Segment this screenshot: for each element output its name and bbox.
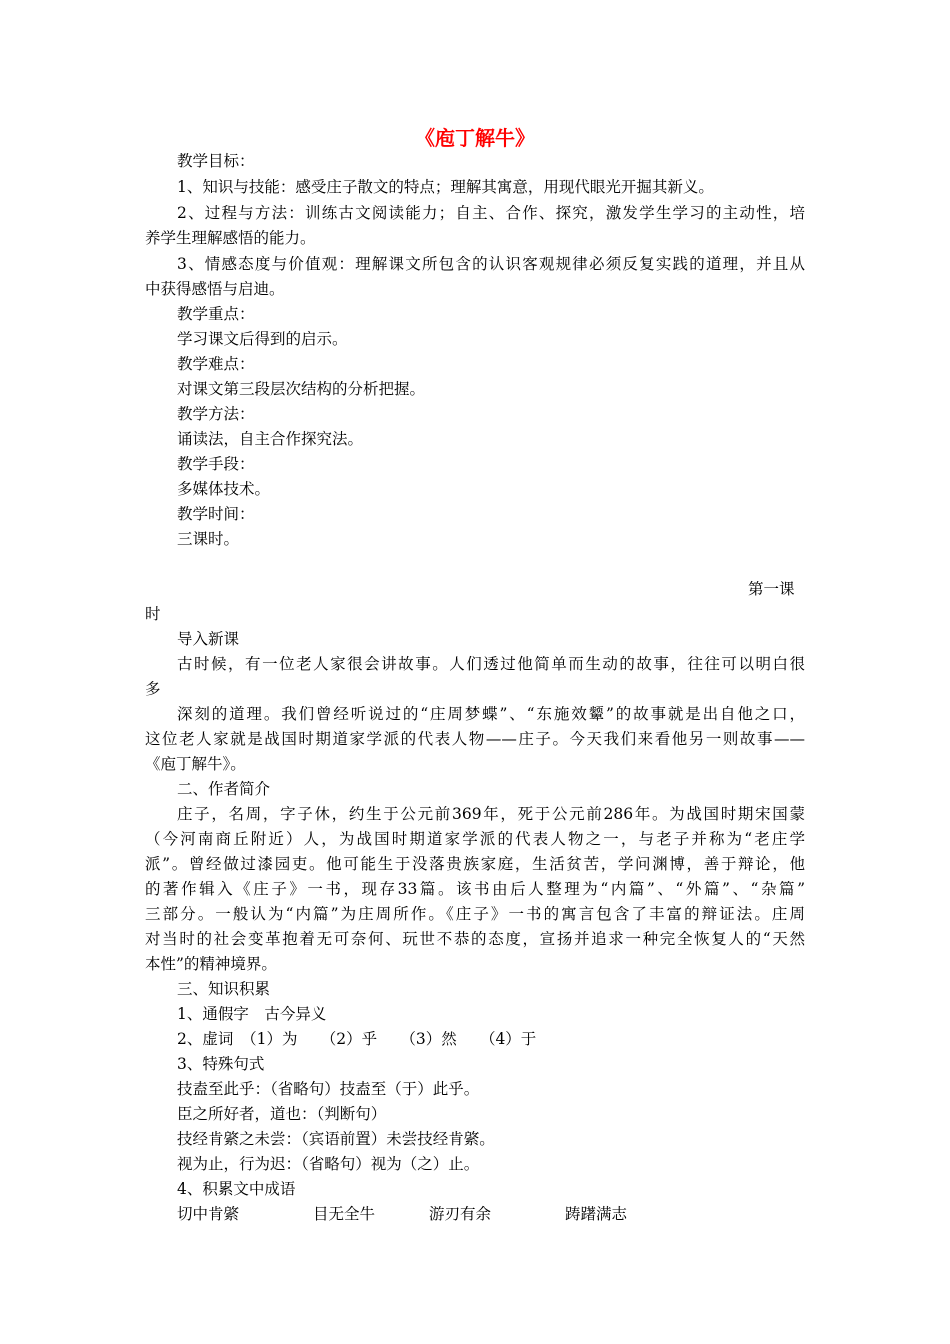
idiom-row xyxy=(177,1203,627,1225)
text-line: 多媒体技术。 xyxy=(177,480,271,498)
text-line: 三课时。 xyxy=(177,530,240,548)
text-line: 教学方法： xyxy=(177,405,255,423)
text-line: 本性”的精神境界。 xyxy=(145,955,277,973)
text-line: 的著作辑入《庄子》一书，现存33篇。该书由后人整理为“内篇”、“外篇”、“杂篇” xyxy=(145,880,805,898)
text-line: 教学手段： xyxy=(177,455,255,473)
text-line: 2、虚词 （1）为 （2）乎 （3）然 （4）于 xyxy=(177,1030,537,1048)
text-line: 诵读法，自主合作探究法。 xyxy=(177,430,364,448)
text-line: 《庖丁解牛》。 xyxy=(145,755,246,773)
idiom-item: 游刃有余 xyxy=(429,1205,492,1223)
idiom-item: 踌躇满志 xyxy=(565,1205,628,1223)
text-line: 对当时的社会变革抱着无可奈何、玩世不恭的态度，宣扬并追求一种完全恢复人的“天然 xyxy=(145,930,805,948)
text-line: 技盍至此乎：（省略句）技盍至（于）此乎。 xyxy=(177,1080,480,1098)
text-line: 视为止，行为迟：（省略句）视为（之）止。 xyxy=(177,1155,480,1173)
text-line: 派”。曾经做过漆园吏。他可能生于没落贵族家庭，生活贫苦，学问渊博，善于辩论，他 xyxy=(145,855,805,873)
text-line: 养学生理解感悟的能力。 xyxy=(145,229,316,247)
text-line: 学习课文后得到的启示。 xyxy=(177,330,348,348)
text-line: 2、过程与方法：训练古文阅读能力；自主、合作、探究，激发学生学习的主动性，培 xyxy=(177,204,805,222)
text-line: 教学重点： xyxy=(177,305,255,323)
text-line: 4、积累文中成语 xyxy=(177,1180,296,1198)
text-line: 古时候，有一位老人家很会讲故事。人们透过他简单而生动的故事，往往可以明白很 xyxy=(177,655,805,673)
text-line: 3、特殊句式 xyxy=(177,1055,265,1073)
text-line: 庄子，名周，字子休，约生于公元前369年，死于公元前286年。为战国时期宋国蒙 xyxy=(177,805,805,823)
section-heading: 三、知识积累 xyxy=(177,980,271,998)
text-line: 深刻的道理。我们曾经听说过的“庄周梦蝶”、“东施效颦”的故事就是出自他之口， xyxy=(177,705,805,723)
lesson-heading: 第一课 xyxy=(748,580,795,598)
text-line: 3、情感态度与价值观：理解课文所包含的认识客观规律必须反复实践的道理，并且从 xyxy=(177,255,805,273)
text-line: 对课文第三段层次结构的分析把握。 xyxy=(177,380,426,398)
text-line: 这位老人家就是战国时期道家学派的代表人物——庄子。今天我们来看他另一则故事—— xyxy=(145,730,805,748)
text-line: 臣之所好者，道也：（判断句） xyxy=(177,1105,387,1123)
text-line: 教学时间： xyxy=(177,505,255,523)
text-line: 三部分。一般认为“内篇”为庄周所作。《庄子》一书的寓言包含了丰富的辩证法。庄周 xyxy=(145,905,805,923)
text-line: 1、通假字 古今异义 xyxy=(177,1005,327,1023)
page-title: 《庖丁解牛》 xyxy=(415,126,535,150)
text-line: 中获得感悟与启迪。 xyxy=(145,280,285,298)
text-line: 技经肯綮之未尝：（宾语前置）未尝技经肯綮。 xyxy=(177,1130,495,1148)
text-line: 教学目标： xyxy=(177,152,255,170)
section-heading: 导入新课 xyxy=(177,630,240,648)
lesson-heading-cont: 时 xyxy=(145,605,161,623)
idiom-item: 目无全牛 xyxy=(313,1205,376,1223)
text-line: （今河南商丘附近）人，为战国时期道家学派的代表人物之一，与老子并称为“老庄学 xyxy=(145,830,805,848)
text-line: 教学难点： xyxy=(177,355,255,373)
text-line: 1、知识与技能：感受庄子散文的特点；理解其寓意，用现代眼光开掘其新义。 xyxy=(177,178,714,196)
section-heading: 二、作者简介 xyxy=(177,780,271,798)
idiom-item: 切中肯綮 xyxy=(177,1205,240,1223)
text-line: 多 xyxy=(145,680,161,698)
